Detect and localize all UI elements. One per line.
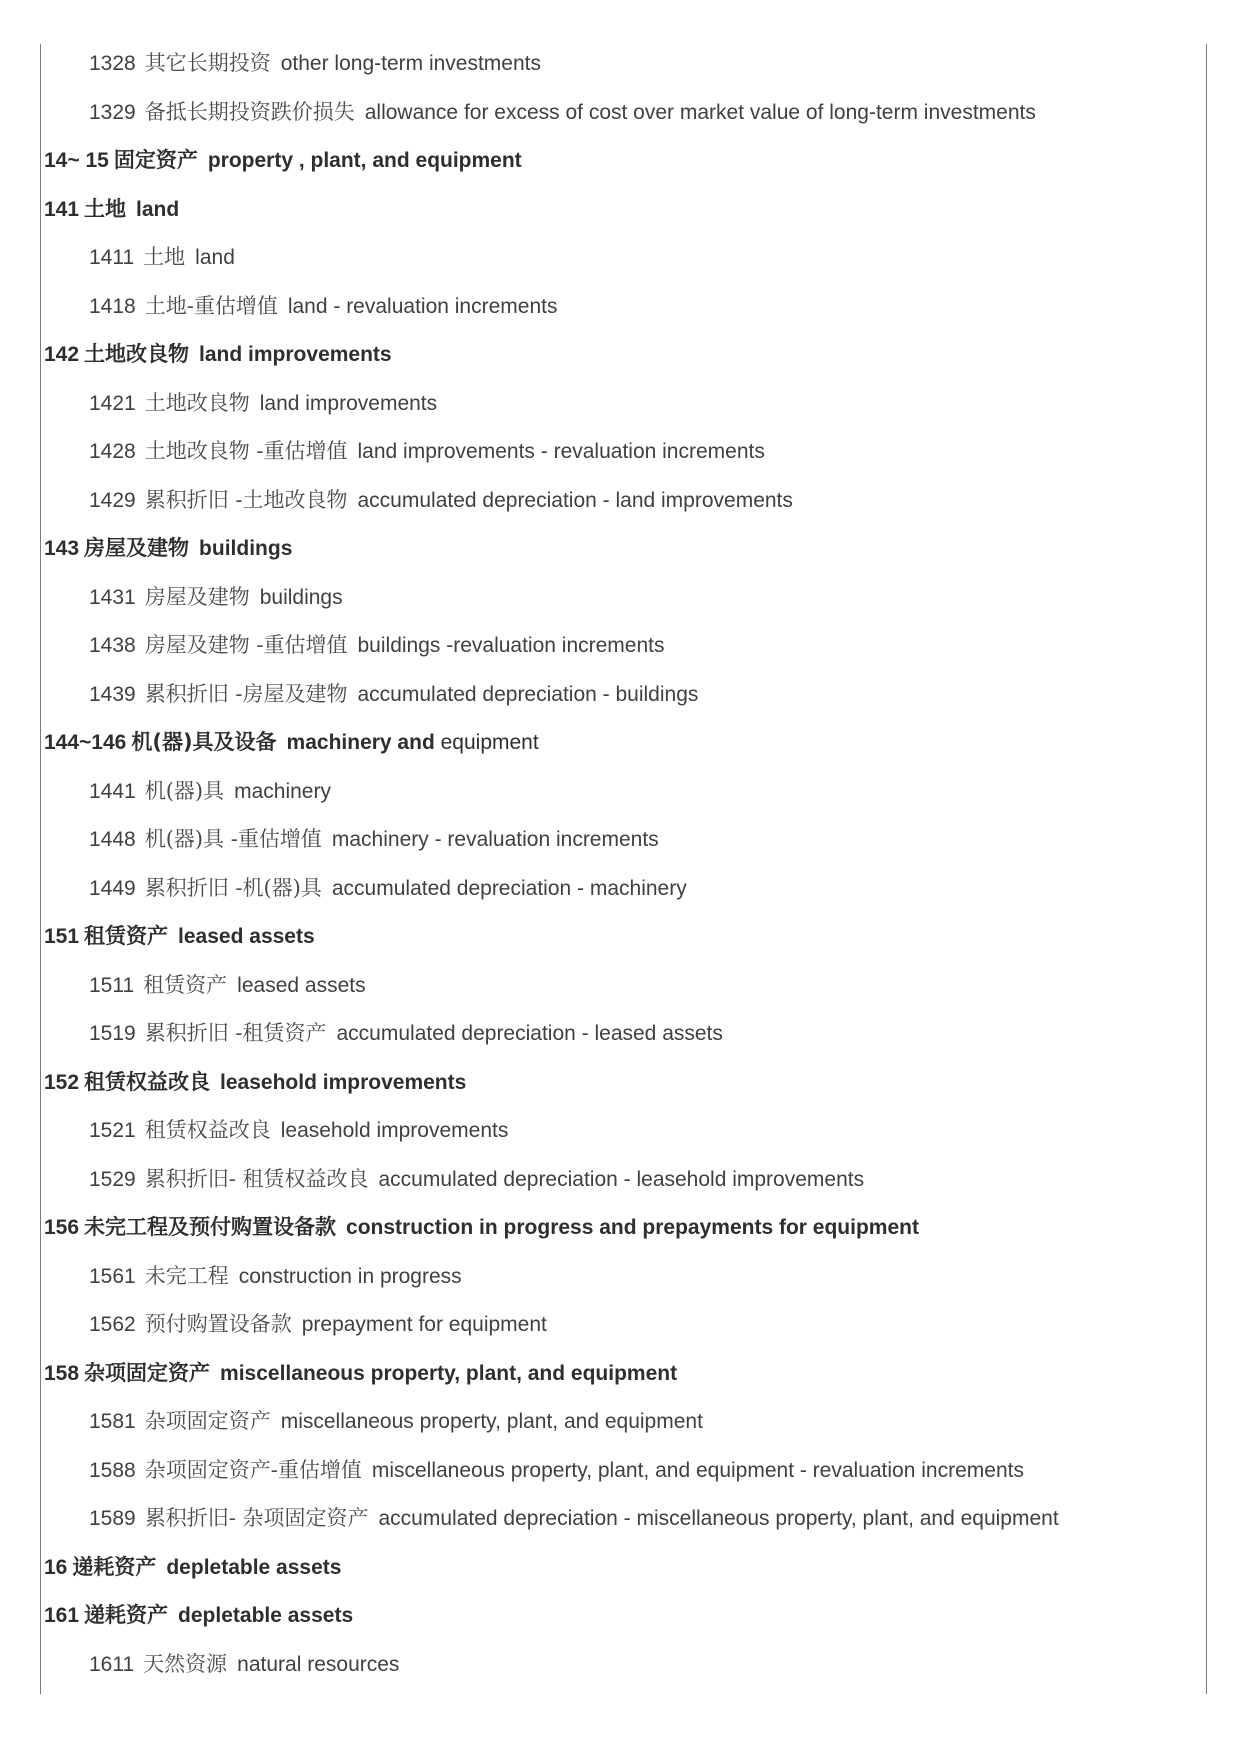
account-code: 1441 (89, 779, 136, 803)
account-name-english: buildings (259, 585, 343, 609)
account-name-english-continued: equipment (440, 731, 539, 754)
account-name-english: construction in progress (238, 1264, 462, 1288)
account-name-chinese: 租赁资产 (143, 972, 228, 997)
account-name-chinese: 预付购置设备款 (144, 1312, 292, 1336)
account-name-english: construction in progress and prepayments for equipment (346, 1216, 919, 1239)
account-code: 1438 (89, 634, 136, 657)
account-name-english: prepayment for equipment (301, 1313, 547, 1336)
account-name-chinese: 机(器)具 (144, 778, 225, 803)
account-name-chinese: 杂项固定资产-重估增值 (144, 1457, 362, 1482)
account-name-english: accumulated depreciation - leasehold improvements (378, 1167, 865, 1191)
account-item (0, 1009, 1241, 1058)
account-code: 1521 (89, 1119, 136, 1142)
account-name-chinese: 土地 (143, 245, 186, 269)
account-name-chinese: 机(器)具 -重估增值 (144, 827, 322, 851)
account-code: 1329 (89, 100, 136, 124)
account-code-list (0, 39, 1241, 1688)
account-code: 1519 (89, 1022, 136, 1045)
account-name-english: allowance for excess of cost over market value of long-term investments (364, 100, 1036, 124)
account-name-english: natural resources (237, 1652, 400, 1676)
account-name-chinese: 累积折旧 -房屋及建物 (144, 681, 348, 706)
account-name-english: miscellaneous property, plant, and equipment - revaluation increments (371, 1458, 1024, 1482)
account-code: 1529 (89, 1167, 136, 1191)
account-name-english: machinery - revaluation increments (331, 828, 659, 851)
account-item (0, 1300, 1241, 1349)
account-name-chinese: 天然资源 (143, 1651, 228, 1676)
account-code: 1411 (89, 246, 135, 269)
account-name-english: leasehold improvements (220, 1070, 467, 1094)
account-item (0, 573, 1241, 622)
account-code: 161 (44, 1604, 80, 1627)
account-item (0, 1640, 1241, 1689)
account-code: 14~ 15 (44, 149, 109, 172)
account-name-chinese: 固定资产 (113, 148, 198, 172)
account-code: 151 (44, 925, 80, 948)
account-item (0, 1446, 1241, 1495)
account-name-chinese: 土地 (84, 196, 127, 221)
account-name-english: machinery (234, 779, 331, 803)
account-code: 1429 (89, 488, 136, 512)
account-name-english: land improvements (199, 343, 392, 366)
account-name-english: miscellaneous property, plant, and equipment (220, 1361, 678, 1385)
account-name-chinese: 土地改良物 -重估增值 (144, 439, 348, 463)
account-item (0, 88, 1241, 137)
account-item (0, 1155, 1241, 1204)
account-item (0, 1106, 1241, 1155)
account-name-chinese: 土地-重估增值 (144, 293, 278, 318)
account-code: 1449 (89, 876, 136, 900)
account-code: 1421 (89, 391, 136, 415)
account-name-english: land (195, 246, 235, 269)
account-name-english: land improvements - revaluation increments (357, 440, 765, 463)
account-name-chinese: 租赁资产 (84, 924, 169, 948)
account-item (0, 864, 1241, 913)
account-name-chinese: 未完工程及预付购置设备款 (84, 1215, 337, 1239)
account-code: 1581 (89, 1410, 136, 1433)
account-name-chinese: 房屋及建物 (84, 536, 190, 560)
account-name-english: buildings (199, 537, 293, 560)
account-name-english: accumulated depreciation - miscellaneous property, plant, and equipment (378, 1507, 1059, 1530)
account-group-heading (0, 1591, 1241, 1640)
account-name-english: other long-term investments (280, 52, 541, 75)
account-name-english: miscellaneous property, plant, and equipment (280, 1410, 703, 1433)
account-name-english: land - revaluation increments (287, 294, 558, 318)
account-name-chinese: 杂项固定资产 (144, 1409, 271, 1433)
account-name-chinese: 租赁权益改良 (144, 1118, 271, 1142)
account-name-english: depletable assets (166, 1555, 342, 1579)
account-name-english: depletable assets (178, 1604, 354, 1627)
account-code: 1439 (89, 682, 136, 706)
account-name-chinese: 房屋及建物 (144, 584, 250, 609)
account-item (0, 427, 1241, 476)
account-name-english: buildings -revaluation increments (357, 634, 665, 657)
account-name-chinese: 土地改良物 (144, 390, 250, 415)
account-item (0, 379, 1241, 428)
account-name-chinese: 累积折旧 -机(器)具 (144, 875, 322, 900)
account-group-heading (0, 524, 1241, 573)
account-code: 1562 (89, 1313, 136, 1336)
account-item (0, 961, 1241, 1010)
account-item (0, 621, 1241, 670)
account-name-chinese: 累积折旧- 杂项固定资产 (144, 1506, 369, 1530)
account-item (0, 233, 1241, 282)
account-code: 1588 (89, 1458, 136, 1482)
account-code: 1589 (89, 1507, 136, 1530)
account-name-english: property , plant, and equipment (207, 149, 522, 172)
account-code: 1428 (89, 440, 136, 463)
account-name-chinese: 机(器)具及设备 (131, 730, 277, 754)
account-group-heading (0, 1058, 1241, 1107)
account-item (0, 39, 1241, 88)
account-code: 1561 (89, 1264, 136, 1288)
account-name-english: leased assets (178, 925, 315, 948)
account-code: 142 (44, 343, 80, 366)
account-item (0, 670, 1241, 719)
account-code: 1511 (89, 973, 135, 997)
account-name-english: land (136, 197, 180, 221)
account-code: 158 (44, 1361, 80, 1385)
account-item (0, 476, 1241, 525)
account-name-chinese: 租赁权益改良 (84, 1069, 211, 1094)
account-name-english: land improvements (259, 391, 438, 415)
account-name-chinese: 累积折旧 -租赁资产 (144, 1021, 327, 1045)
account-group-heading (0, 1203, 1241, 1252)
account-name-english: accumulated depreciation - land improvements (357, 488, 793, 512)
account-group-heading (0, 1349, 1241, 1398)
account-group-heading (0, 185, 1241, 234)
account-item (0, 282, 1241, 331)
account-code: 156 (44, 1216, 80, 1239)
account-item (0, 1252, 1241, 1301)
account-name-chinese: 累积折旧- 租赁权益改良 (144, 1166, 369, 1191)
account-name-english: accumulated depreciation - buildings (357, 682, 699, 706)
account-name-chinese: 土地改良物 (84, 342, 190, 366)
account-code: 16 (44, 1555, 68, 1579)
account-item (0, 815, 1241, 864)
account-code: 1328 (89, 52, 136, 75)
account-name-english: leased assets (237, 973, 366, 997)
account-code: 143 (44, 537, 80, 560)
account-item (0, 767, 1241, 816)
account-name-chinese: 其它长期投资 (144, 51, 271, 75)
account-code: 1431 (89, 585, 136, 609)
account-name-english: leasehold improvements (280, 1119, 509, 1142)
account-name-chinese: 未完工程 (144, 1263, 229, 1288)
account-name-chinese: 递耗资产 (72, 1554, 157, 1579)
account-code: 144~146 (44, 731, 127, 754)
account-group-heading (0, 912, 1241, 961)
account-code: 141 (44, 197, 80, 221)
account-code: 152 (44, 1070, 80, 1094)
account-name-chinese: 房屋及建物 -重估增值 (144, 633, 348, 657)
account-item (0, 1494, 1241, 1543)
account-code: 1448 (89, 828, 136, 851)
account-group-heading (0, 136, 1241, 185)
account-name-chinese: 备抵长期投资跌价损失 (144, 99, 355, 124)
account-name-english: accumulated depreciation - leased assets (336, 1022, 723, 1045)
account-item (0, 1397, 1241, 1446)
account-group-heading (0, 718, 1241, 767)
account-code: 1418 (89, 294, 136, 318)
account-name-chinese: 累积折旧 -土地改良物 (144, 487, 348, 512)
account-group-heading (0, 330, 1241, 379)
account-name-english: machinery and (286, 731, 435, 754)
account-name-chinese: 递耗资产 (84, 1603, 169, 1627)
account-group-heading (0, 1543, 1241, 1592)
account-code: 1611 (89, 1652, 135, 1676)
account-name-english: accumulated depreciation - machinery (331, 876, 687, 900)
account-name-chinese: 杂项固定资产 (84, 1360, 211, 1385)
